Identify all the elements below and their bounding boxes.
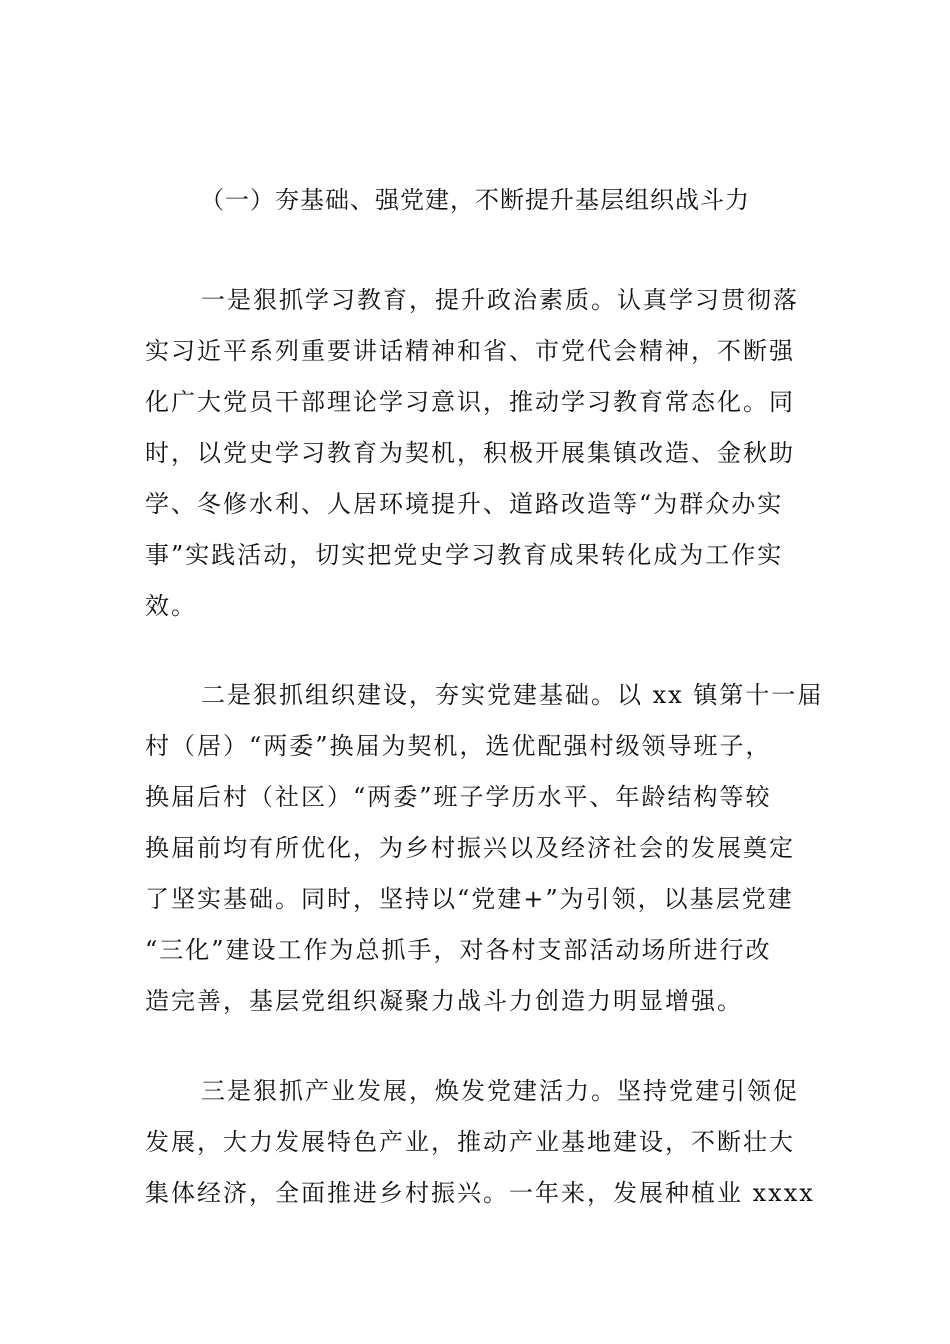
paragraph-line: 三是狠抓产业发展，焕发党建活力。坚持党建引领促 <box>201 1077 799 1105</box>
paragraph-line: 了坚实基础。同时，坚持以“党建+”为引领，以基层党建 <box>145 885 794 913</box>
paragraph-line: 发展，大力发展特色产业，推动产业基地建设，不断壮大 <box>145 1128 795 1156</box>
paragraph-line: 换届前均有所优化，为乡村振兴以及经济社会的发展奠定 <box>145 834 795 862</box>
paragraph-line: “三化”建设工作为总抓手，对各村支部活动场所进行改 <box>145 936 772 964</box>
paragraph-line: 学、冬修水利、人居环境提升、道路改造等“为群众办实 <box>145 490 784 518</box>
paragraph-line: 村（居）“两委”换届为契机，选优配强村级领导班子， <box>145 732 772 760</box>
paragraph-line: 造完善，基层党组织凝聚力战斗力创造力明显增强。 <box>145 987 743 1015</box>
paragraph-line: 换届后村（社区）“两委”班子学历水平、年龄结构等较 <box>145 783 772 811</box>
paragraph-industry-development <box>145 1066 815 1219</box>
paragraph-organization-building <box>145 670 824 1027</box>
paragraph-line: 化广大党员干部理论学习意识，推动学习教育常态化。同 <box>145 388 795 416</box>
paragraph-line: 效。 <box>145 592 197 620</box>
paragraph-line: 实习近平系列重要讲话精神和省、市党代会精神，不断强 <box>145 337 795 365</box>
paragraph-study-education <box>145 275 805 632</box>
paragraph-line: 时，以党史学习教育为契机，积极开展集镇改造、金秋助 <box>145 439 795 467</box>
section-heading: （一）夯基础、强党建，不断提升基层组织战斗力 <box>200 186 750 214</box>
paragraph-line: 二是狠抓组织建设，夯实党建基础。以 xx 镇第十一届 <box>201 681 824 709</box>
paragraph-line: 事”实践活动，切实把党史学习教育成果转化成为工作实 <box>145 541 784 569</box>
paragraph-line: 一是狠抓学习教育，提升政治素质。认真学习贯彻落 <box>201 286 799 314</box>
paragraph-line: 集体经济，全面推进乡村振兴。一年来，发展种植业 xxxx <box>145 1179 815 1207</box>
